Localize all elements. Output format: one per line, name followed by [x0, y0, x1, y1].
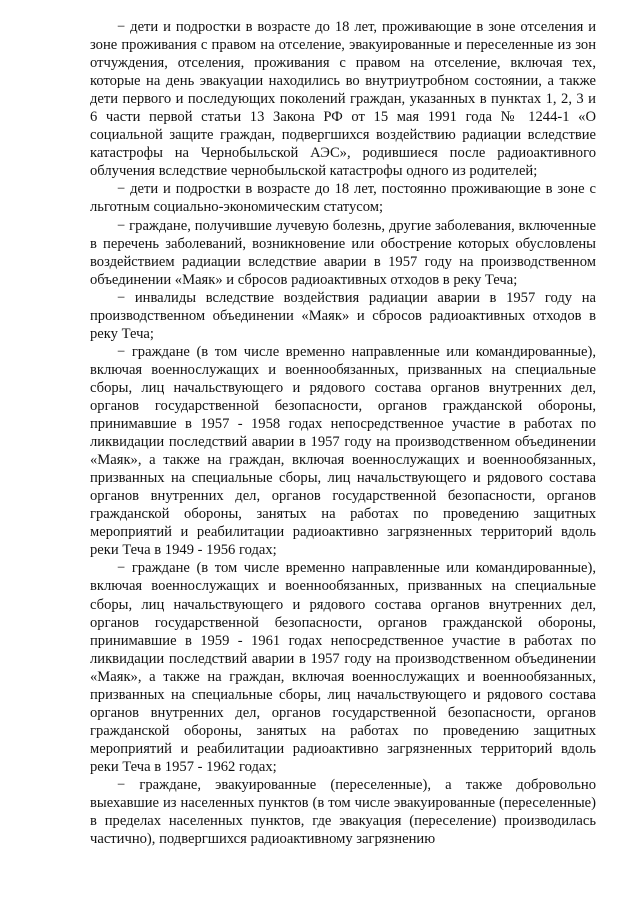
list-item-evacuated-citizens: − граждане, эвакуированные (переселенные), а также добровольно выехавшие из населенных пунктов (в том числе эвакуированные (переселенные) в пределах населенных пунктов, где эвакуация (переселение) производилась частично), подвергшихся радиоактивному загрязнению: [90, 776, 596, 848]
list-item-disabled-mayak: − инвалиды вследствие воздействия радиации аварии в 1957 году на производственном объединении «Маяк» и сбросов радиоактивных отходов в реку Теча;: [90, 289, 596, 342]
list-item-children-preferential-zone: − дети и подростки в возрасте до 18 лет, постоянно проживающие в зоне с льготным социально-экономическим статусом;: [90, 181, 596, 216]
list-item-liquidators-1957-1958: − граждане (в том числе временно направленные или командированные), включая военнослужащих и военнообязанных, призванных на специальные сборы, лиц начальствующего и рядового состава органов внутренних дел, органов государственной безопасности, органов гражданской обороны, принимавшие в 1957 - 1958 годах непосредственное участие в работах по ликвидации последствий аварии в 1957 году на производственном объединении «Маяк», а также на граждан, включая военнослужащих и военнообязанных, призванных на специальные сборы, лиц начальствующего и рядового состава органов внутренних дел, органов государственной безопасности, органов гражданской обороны, занятых на работах по проведению защитных мероприятий и реабилитации радиоактивно загрязненных территорий вдоль реки Теча в 1949 - 1956 годах;: [90, 343, 596, 559]
list-item-children-exclusion-zones: − дети и подростки в возрасте до 18 лет, проживающие в зоне отселения и зоне проживания с правом на отселение, эвакуированные и переселенные из зон отчуждения, отселения, проживания с правом на отселение, включая тех, которые на день эвакуации находились во внутриутробном состоянии, а также дети первого и последующих поколений граждан, указанных в пунктах 1, 2, 3 и 6 части первой статьи 13 Закона РФ от 15 мая 1991 года № 1244-1 «О социальной защите граждан, подвергшихся воздействию радиации вследствие катастрофы на Чернобыльской АЭС», родившиеся после радиоактивного облучения вследствие чернобыльской катастрофы одного из родителей;: [90, 19, 596, 180]
list-item-liquidators-1959-1961: − граждане (в том числе временно направленные или командированные), включая военнослужащих и военнообязанных, призванных на специальные сборы, лиц начальствующего и рядового состава органов внутренних дел, органов государственной безопасности, органов гражданской обороны, принимавшие в 1959 - 1961 годах непосредственное участие в работах по ликвидации последствий аварии в 1957 году на производственном объединении «Маяк», а также на граждан, включая военнослужащих и военнообязанных, призванных на специальные сборы, лиц начальствующего и рядового состава органов внутренних дел, органов государственной безопасности, органов гражданской обороны, занятых на работах по проведению защитных мероприятий и реабилитации радиоактивно загрязненных территорий вдоль реки Теча в 1957 - 1962 годах;: [90, 560, 596, 775]
list-item-radiation-sickness: − граждане, получившие лучевую болезнь, другие заболевания, включенные в перечень заболеваний, возникновение или обострение которых обусловлены воздействием радиации вследствие аварии в 1957 году на производственном объединении «Маяк» и сбросов радиоактивных отходов в реку Теча;: [90, 217, 596, 288]
